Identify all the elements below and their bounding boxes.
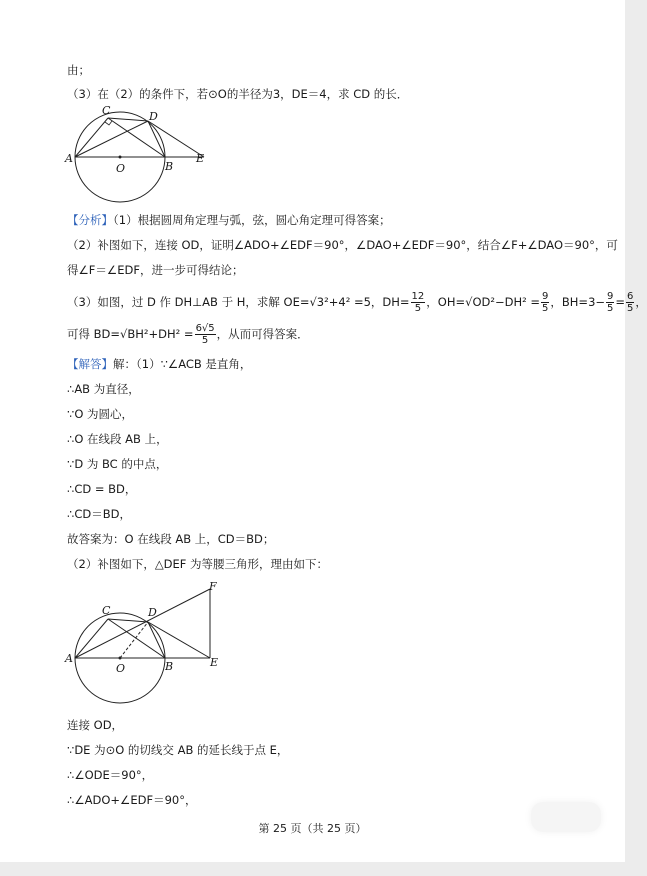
label-C: C [102,604,111,617]
analysis-line-3: 得∠F＝∠EDF，进一步可得结论； [67,263,244,277]
answer-line-1: 【解答】解：（1）∵∠ACB 是直角， [67,357,252,371]
analysis-line-5: 可得 BD=√BH²+DH² = $\frac{6√5}{5}$ ，从而可得答案． [67,323,309,346]
fraction-bh-2: $\frac{6}{5}$ [627,291,634,314]
label-O: O [116,162,126,175]
figure-isosceles-def [64,580,224,702]
answer-line-13: ∴∠ADO+∠EDF＝90°， [67,793,197,807]
answer-tag: 【解答】 [67,357,113,371]
fraction-dh: $\frac{12}{5}$ [411,291,425,314]
analysis-line-2: （2）补图如下，连接 OD，证明∠ADO+∠EDF＝90°，∠DAO+∠EDF＝90°，结合∠F+∠DAO＝90°，可 [67,238,618,252]
analysis-tag: 【分析】 [67,213,113,227]
label-C: C [102,104,111,117]
answer-line-7: ∴CD＝BD， [67,507,131,521]
question-3: （3）在（2）的条件下，若⊙O的半径为3，DE＝4，求 CD 的长． [67,87,409,101]
label-A: A [65,652,73,665]
label-E: E [196,152,205,165]
answer-line-10: 连接 OD， [67,718,124,732]
answer-line-8: 故答案为：O 在线段 AB 上，CD＝BD； [67,532,275,546]
page-footer: 第 25 页（共 25 页） [258,822,367,835]
label-F: F [209,580,217,593]
label-B: B [165,660,174,673]
analysis-line-4: （3）如图，过 D 作 DH⊥AB 于 H，求解 OE=√3²+4² =5，DH= $\frac{12}{5}$ ，OH=√OD²−DH² = $\frac{9}{5}$ ，BH=3− $\frac{9}{5}$ = $\frac{6}{5}$ ， [67,291,647,314]
label-A: A [65,152,73,165]
label-D: D [149,110,158,123]
answer-line-11: ∵DE 为⊙O 的切线交 AB 的延长线于点 E， [67,743,289,757]
answer-line-5: ∵D 为 BC 的中点， [67,457,168,471]
label-D: D [148,606,157,619]
answer-line-2: ∴AB 为直径， [67,382,140,396]
label-O: O [116,662,126,675]
label-B: B [165,160,174,173]
answer-line-6: ∴CD = BD， [67,482,137,496]
label-E: E [210,656,219,669]
analysis-line-1: 【分析】（1）根据圆周角定理与弧，弦，圆心角定理可得答案； [67,213,391,227]
figure-circle-tangent [64,104,214,200]
text-line: 由； [67,63,90,77]
answer-line-12: ∴∠ODE＝90°， [67,768,154,782]
fraction-oh: $\frac{9}{5}$ [542,291,549,314]
answer-line-4: ∴O 在线段 AB 上， [67,432,168,446]
answer-line-3: ∵O 为圆心， [67,407,134,421]
fraction-bd: $\frac{6√5}{5}$ [195,323,215,346]
answer-line-9: （2）补图如下，△DEF 为等腰三角形，理由如下： [67,557,329,571]
fraction-bh-1: $\frac{9}{5}$ [607,291,614,314]
